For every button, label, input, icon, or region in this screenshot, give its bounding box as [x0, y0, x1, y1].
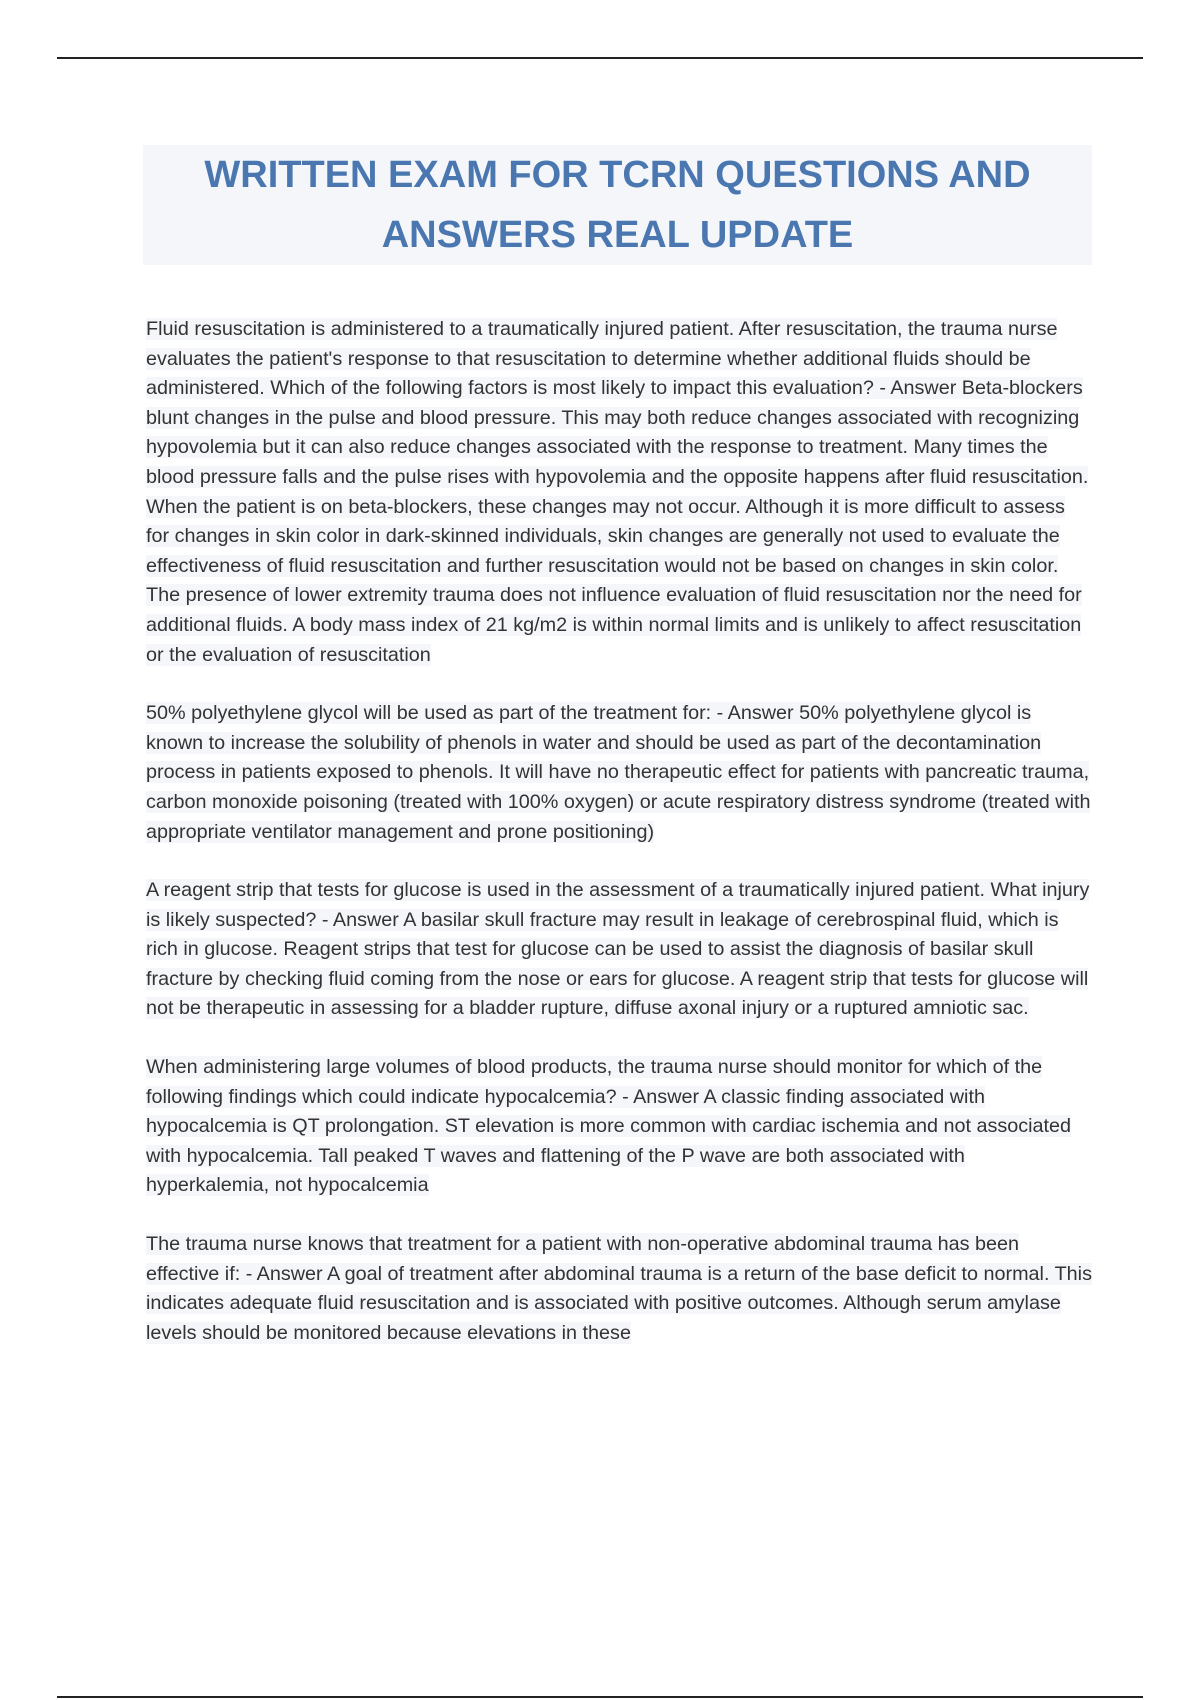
title-banner	[143, 145, 1092, 265]
document-title: WRITTEN EXAM FOR TCRN QUESTIONS AND ANSWERS REAL UPDATE	[204, 154, 1031, 256]
qa-paragraph-3	[146, 876, 1092, 1024]
qa-paragraph-1	[146, 315, 1092, 670]
top-rule	[57, 57, 1143, 59]
document-body	[146, 315, 1092, 1377]
qa-paragraph-text: 50% polyethylene glycol will be used as part of the treatment for: - Answer 50% polyethylene glycol is known to increase the solubility of phenols in water and should be used as part of the decontamination process in patients exposed to phenols. It will have no therapeutic effect for patients with pancreatic trauma, carbon monoxide poisoning (treated with 100% oxygen) or acute respiratory distress syndrome (treated with appropriate ventilator management and prone positioning)	[146, 702, 1091, 843]
qa-paragraph-5	[146, 1230, 1092, 1348]
qa-paragraph-4	[146, 1053, 1092, 1201]
qa-paragraph-text: Fluid resuscitation is administered to a traumatically injured patient. After resuscitation, the trauma nurse evaluates the patient's response to that resuscitation to determine whether additional fluids should be administered. Which of the following factors is most likely to impact this evaluation? - Answer Beta-blockers blunt changes in the pulse and blood pressure. This may both reduce changes associated with recognizing hypovolemia but it can also reduce changes associated with the response to treatment. Many times the blood pressure falls and the pulse rises with hypovolemia and the opposite happens after fluid resuscitation. When the patient is on beta-blockers, these changes may not occur. Although it is more difficult to assess for changes in skin color in dark-skinned individuals, skin changes are generally not used to evaluate the effectiveness of fluid resuscitation and further resuscitation would not be based on changes in skin color. The presence of lower extremity trauma does not influence evaluation of fluid resuscitation nor the need for additional fluids. A body mass index of 21 kg/m2 is within normal limits and is unlikely to affect resuscitation or the evaluation of resuscitation	[146, 318, 1089, 666]
qa-paragraph-2	[146, 699, 1092, 847]
qa-paragraph-text: A reagent strip that tests for glucose is used in the assessment of a traumatically injured patient. What injury is likely suspected? - Answer A basilar skull fracture may result in leakage of cerebrospinal fluid, which is rich in glucose. Reagent strips that test for glucose can be used to assist the diagnosis of basilar skull fracture by checking fluid coming from the nose or ears for glucose. A reagent strip that tests for glucose will not be therapeutic in assessing for a bladder rupture, diffuse axonal injury or a ruptured amniotic sac.	[146, 879, 1090, 1020]
qa-paragraph-text: When administering large volumes of blood products, the trauma nurse should monitor for which of the following findings which could indicate hypocalcemia? - Answer A classic finding associated with hypocalcemia is QT prolongation. ST elevation is more common with cardiac ischemia and not associated with hypocalcemia. Tall peaked T waves and flattening of the P wave are both associated with hyperkalemia, not hypocalcemia	[146, 1056, 1072, 1197]
qa-paragraph-text: The trauma nurse knows that treatment for a patient with non-operative abdominal trauma has been effective if: - Answer A goal of treatment after abdominal trauma is a return of the base deficit to normal. This indicates adequate fluid resuscitation and is associated with positive outcomes. Although serum amylase levels should be monitored because elevations in these	[146, 1233, 1092, 1344]
bottom-rule	[57, 1696, 1143, 1698]
